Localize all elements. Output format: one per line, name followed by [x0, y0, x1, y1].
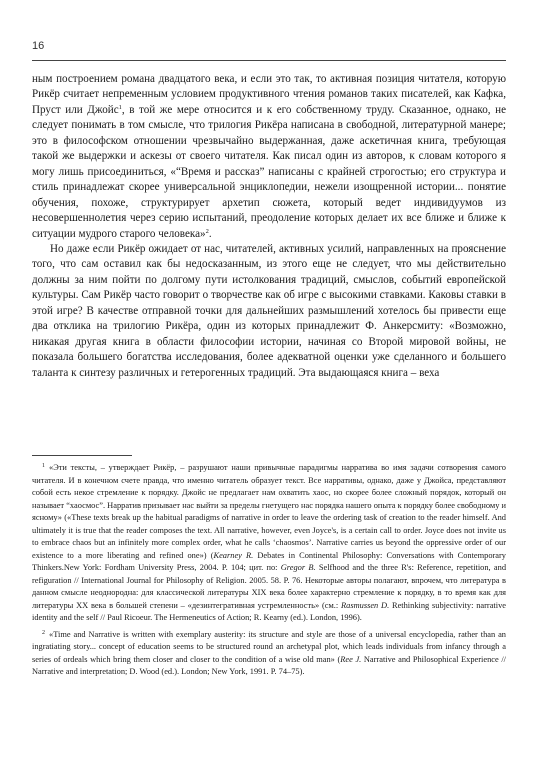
paragraph-1-part-b: , в той же мере относится и к его собственному труду. Сказанное, однако, не следует понимать в том смысле, что трилогия Рикёра написана в свободной, литературной манере; это в философском отношении чрезвычайно выдержанная, даже аскетичная книга, требующая такой же выдержки и аскезы от своего читателя. Как писал один из авторов, к словам которого я могу лишь присоединиться, «“Время и рассказ” написаны с крайней строгостью; его структура и стиль принадлежат скорее универсальной энциклопедии, нежели изощренной истории... понятие обучения, похоже, структурирует архетип сюжета, который ведет индивидуумов из несовершеннолетия через серию испытаний, преодоление которых делает их все ближе и ближе к ситуации мудрого старого человека»: [32, 103, 506, 240]
header-rule: [32, 60, 506, 61]
footnote-ref-2[interactable]: 2: [205, 227, 209, 235]
footnote-2-cite-1: Ree J.: [340, 654, 362, 664]
footnote-1-text-b: Debates in Continental Philosophy: Conversations with Contemporary Thinkers.New York: Fordham University Press, 2004. P. 104; цит. по:: [32, 550, 506, 572]
footnote-1-cite-1: Kearney R.: [213, 550, 254, 560]
footnote-1-text-d: Rethinking subjectivity: narrative identity and the self // Paul Ricoeur. The Hermeneutics of Action; R. Kearny (ed.). London, 1996).: [32, 600, 506, 622]
footnote-2-mark: 2: [42, 629, 45, 636]
footnote-1-cite-2: Gregor B.: [280, 563, 316, 572]
paragraph-2: Но даже если Рикёр ожидает от нас, читателей, активных усилий, направленных на прояснение того, что сам оставил как бы недосказанным, из этого еще не следует, что мы действительно должны за ним пойти по долгому пути истолкования традиций, смыслов, событий европейской культуры. Сам Рикёр часто говорит о творчестве как об игре с высокими ставками. Каковы ставки в этой игре? В качестве отправной точки для дальнейших размышлений хотелось бы привести еще два отклика на трилогию Рикёра, один из которых принадлежит Ф. Анкерсмиту: «Возможно, никакая другая книга в области философии истории, начиная со Второй мировой войны, не показала большего богатства исследования, более адекватной оценки уже сделанного и большего таланта к синтезу различных и гетерогенных традиций. Эта выдающаяся книга – веха: [32, 242, 506, 379]
footnote-rule: [32, 455, 132, 456]
footnote-2-text-b: Narrative and Philosophical Experience // Narrative and interpretation; D. Wood (ed.). London; New York, 1991. P. 74–75).: [32, 654, 506, 676]
paragraph-1-part-a: ным построением романа двадцатого века, и если это так, то активная позиция читателя, которую Рикёр считает непременным условием продуктивного чтения романов таких писателей, как Кафка, Пруст или Джойс: [32, 73, 506, 116]
footnote-1-cite-3: Rasmussen D.: [341, 600, 390, 610]
footnote-ref-1[interactable]: 1: [118, 103, 122, 111]
footnote-1-mark: 1: [42, 463, 45, 469]
footnotes: [32, 462, 506, 683]
page-number: 16: [32, 40, 45, 52]
footnote-1-text-a: «Эти тексты, – утверждает Рикёр, – разрушают наши привычные парадигмы нарратива во имя задачи сотворения самого читателя. И в конечном счете правда, что именно читатель образует текст. Все нарративы, однако, даже у Джойса, представляют собой есть некое стремление к порядку. Джойс не предлагает нам охватить хаос, но скорее более сложный порядок, который он называет “хаосмос”. Нарратив призывает нас выйти за пределы гнетущего нас порядка нашего опыта к порядку более свободному и ясному» («These texts break up the habitual paradigms of narrative in order to leave the ordering task of creation to the reader himself. And ultimately it is true that the reader composes the text. All narrative, however, even Joyce's, is a certain call to order. Joyce does not invite us to embrace chaos but an infinitely more complex order, what he calls ‘chaosmos’. Narrative carries us beyond the oppressive order of our existence to a more liberating and refined one») (: [32, 463, 506, 560]
footnote-2: [32, 629, 506, 679]
paragraph-1: [32, 72, 506, 242]
main-text: [32, 72, 506, 381]
footnote-1-text-c: Selfhood and the three R's: Reference, repetition, and refiguration // International Journal for Philosophy of Religion. 2005. 58. P. 76. Некоторые авторы полагают, впрочем, что литература в данном смысле неоднородна: для классической литературы XIX века более характерно стремление к порядку, в то время как для литературы XX века в большей степени – «дезинтегративная устремленность» (см.:: [32, 563, 507, 610]
footnote-1: [32, 462, 506, 625]
footnote-2-text-a: «Time and Narrative is written with exemplary austerity: its structure and style are those of a universal encyclopedia, rather than an ingratiating story... concept of education seems to be structured round an archetypal plot, which leads individuals from infancy through a series of ordeals which bring them closer and closer to the condition of a wise old man» (: [32, 629, 506, 664]
paragraph-1-part-c: .: [208, 227, 212, 240]
